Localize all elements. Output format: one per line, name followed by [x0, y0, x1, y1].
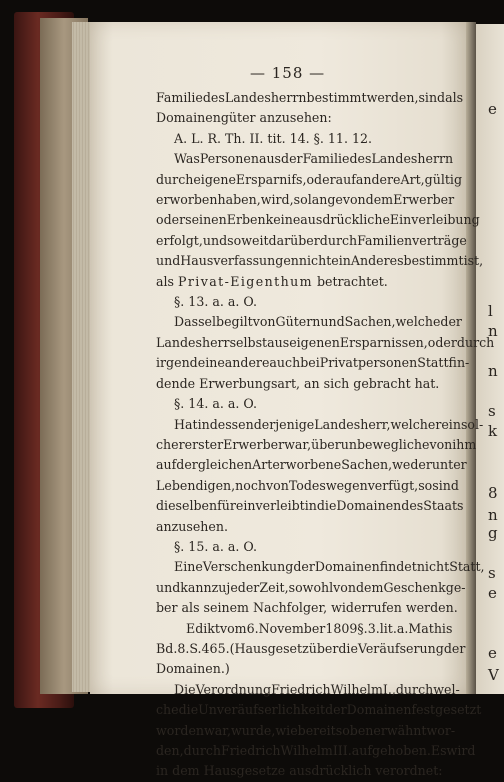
- word: festgesetzt: [411, 702, 482, 718]
- word: erwähnt: [373, 722, 427, 738]
- word: Domainen: [314, 559, 380, 575]
- text-line: Domainen.): [156, 661, 230, 677]
- word: durch: [319, 232, 358, 248]
- word: Friedrich: [221, 743, 281, 758]
- word: Familienverträge: [357, 232, 467, 248]
- word: welche: [395, 314, 441, 330]
- word: und: [202, 232, 228, 248]
- word: che: [156, 702, 179, 718]
- word: dergleichen: [176, 457, 253, 473]
- word: Art: [252, 457, 273, 473]
- word: durch: [183, 743, 221, 758]
- word: so: [418, 477, 433, 493]
- word: bereits: [297, 722, 343, 738]
- text-line: dende Erwerbungsart, an sich gebracht hat.: [156, 375, 440, 391]
- word: ausdrückliche: [300, 212, 390, 228]
- word: Unveräufserlichkeit: [198, 702, 326, 718]
- word: nicht: [298, 253, 332, 269]
- word: (Hausgesetz: [229, 640, 309, 656]
- word: noch: [235, 477, 267, 493]
- word: Dasselbe: [174, 314, 232, 330]
- word: der: [440, 314, 462, 330]
- word: wird: [446, 743, 476, 758]
- word: 6.: [246, 620, 259, 636]
- next-page-glyph: V: [488, 666, 499, 684]
- word: Mathis: [408, 620, 453, 636]
- next-page-glyph: g: [488, 524, 498, 542]
- word: wie: [275, 722, 298, 738]
- word: eigenen: [289, 334, 340, 350]
- word: bei: [300, 355, 320, 371]
- word: von: [333, 579, 356, 595]
- word: Landesherrn: [224, 90, 307, 105]
- text-line: [156, 496, 464, 516]
- word: Erwerber: [223, 436, 285, 452]
- next-page-glyph: n: [488, 322, 498, 340]
- word: a.: [396, 620, 409, 636]
- word: derjenige: [253, 416, 315, 432]
- reference-line: §. 14. a. a. O.: [174, 396, 257, 412]
- word: Hausverfassungen: [180, 253, 299, 269]
- word: vom: [219, 620, 247, 636]
- reference-line: §. 13. a. a. O.: [174, 294, 257, 310]
- word: die: [338, 640, 358, 656]
- word: Eine: [174, 559, 203, 575]
- word: so: [293, 192, 308, 208]
- word: 465.: [201, 640, 230, 656]
- spaced-term: Privat-Eigenthum: [178, 273, 313, 289]
- text-line: [156, 741, 476, 761]
- word: S.: [189, 640, 202, 656]
- word: war,: [204, 722, 231, 738]
- word: ein: [441, 416, 461, 432]
- word: gilt: [231, 314, 253, 330]
- word: wel-: [433, 681, 460, 697]
- word: irgend: [156, 355, 198, 371]
- word: Edikt: [186, 620, 220, 636]
- reference-line: §. 15. a. a. O.: [174, 538, 257, 554]
- text-line: in dem Hausgesetze ausdrücklich verordnet:: [156, 763, 443, 779]
- text-line: [156, 557, 485, 577]
- word: und: [156, 579, 181, 595]
- text-line: [156, 578, 466, 598]
- word: Statt: [417, 355, 449, 371]
- word: Sachen,: [341, 457, 393, 473]
- word: Veräufserung: [357, 640, 444, 656]
- word: lit.: [379, 620, 397, 636]
- next-page-glyph: e: [488, 584, 497, 602]
- word: ihm: [452, 436, 477, 452]
- word: eine: [197, 355, 225, 371]
- text-line: [156, 251, 484, 271]
- text-line: [156, 231, 467, 251]
- word: andere: [355, 171, 401, 187]
- word: 1809: [325, 620, 358, 636]
- word: auf: [156, 457, 177, 473]
- word: von: [429, 436, 453, 452]
- word: durch: [456, 334, 495, 350]
- page-text: [156, 88, 495, 782]
- text-line: [156, 619, 453, 639]
- word: von: [342, 192, 366, 208]
- word: den,: [156, 743, 184, 758]
- word: eigene: [193, 171, 236, 187]
- word: welcher: [390, 416, 442, 432]
- word: Todeswegen: [288, 477, 368, 493]
- word: I.,: [382, 681, 396, 697]
- word: indessen: [197, 416, 254, 432]
- word: Verschenkung: [202, 559, 294, 575]
- text-line: ber als seinem Nachfolger, widerrufen werden.: [156, 600, 458, 616]
- word: erworben: [156, 192, 218, 208]
- word: Verordnung: [195, 681, 272, 697]
- word: erster: [184, 436, 224, 452]
- word: oder: [306, 171, 336, 187]
- word: Art,: [400, 171, 425, 187]
- word: Privatpersonen: [319, 355, 418, 371]
- word: Landesherr,: [314, 416, 391, 432]
- word: bestimmt: [306, 90, 367, 105]
- word: Erben: [226, 212, 266, 228]
- word: weit: [241, 232, 269, 248]
- next-page-glyph: s: [488, 402, 496, 420]
- next-page-glyph: n: [488, 362, 498, 380]
- word: weder: [392, 457, 432, 473]
- word: über: [311, 436, 341, 452]
- word: findet: [379, 559, 417, 575]
- text-line: [156, 476, 459, 496]
- next-page-glyph: n: [488, 506, 498, 524]
- text-line: als Privat-Eigenthum betrachtet.: [156, 273, 388, 289]
- word: andere: [224, 355, 270, 371]
- reference-line: A. L. R. Th. II. tit. 14. §. 11. 12.: [174, 130, 372, 146]
- next-page-glyph: e: [488, 644, 497, 662]
- word: 3.: [367, 620, 380, 636]
- word: des: [349, 151, 372, 167]
- word: Einverleibung: [389, 212, 480, 228]
- word: Landesherr: [156, 334, 230, 350]
- word: dem: [365, 192, 394, 208]
- word: sind: [432, 477, 459, 493]
- word: wurde,: [230, 722, 276, 738]
- word: der: [325, 702, 347, 718]
- word: aufgehoben.: [351, 743, 431, 758]
- text-line: [156, 455, 467, 475]
- word: oder: [427, 334, 457, 350]
- word: nicht: [416, 559, 450, 575]
- word: Landesherrn: [371, 151, 454, 167]
- next-page-glyph: 8: [488, 484, 498, 502]
- word: gültig: [424, 171, 463, 187]
- next-page-edge: [476, 24, 504, 694]
- text-line: [156, 415, 484, 435]
- text-line: [156, 88, 464, 108]
- word: Staats: [423, 498, 464, 514]
- word: §.: [357, 620, 368, 636]
- word: auf: [335, 171, 356, 187]
- word: jeder: [226, 579, 260, 595]
- word: fin-: [448, 355, 470, 371]
- text-line: [156, 435, 477, 455]
- word: von: [252, 314, 276, 330]
- word: darüber: [268, 232, 320, 248]
- word: Lebendigen,: [156, 477, 236, 493]
- word: seinen: [185, 212, 227, 228]
- word: sind: [418, 90, 446, 105]
- word: als: [445, 90, 464, 105]
- word: Domainen: [346, 702, 412, 718]
- word: Familie: [302, 151, 350, 167]
- word: November: [258, 620, 326, 636]
- word: des: [202, 90, 225, 105]
- word: Erwerber: [393, 192, 455, 208]
- word: Wilhelm: [280, 743, 333, 758]
- word: III.: [332, 743, 352, 758]
- word: erworbene: [272, 457, 342, 473]
- word: Sachen,: [344, 314, 396, 330]
- word: Was: [174, 151, 200, 167]
- word: in: [304, 498, 317, 514]
- word: keine: [265, 212, 301, 228]
- word: wor-: [426, 722, 456, 738]
- word: selbst: [229, 334, 268, 350]
- word: durch: [395, 681, 434, 697]
- word: durch: [156, 171, 194, 187]
- word: Friedrich: [271, 681, 331, 697]
- word: oder: [156, 212, 186, 228]
- word: ist,: [463, 253, 484, 269]
- page-number: — 158 —: [250, 64, 326, 82]
- word: einverleibt: [235, 498, 305, 514]
- word: lange: [307, 192, 343, 208]
- word: bestimmt: [403, 253, 464, 269]
- word: Familie: [156, 90, 203, 105]
- word: erfolgt,: [156, 232, 203, 248]
- word: sol-: [460, 416, 484, 432]
- word: Die: [174, 681, 196, 697]
- text-line: [156, 680, 460, 700]
- word: die: [178, 702, 199, 718]
- word: haben,: [217, 192, 261, 208]
- word: und: [320, 314, 345, 330]
- word: unter: [431, 457, 467, 473]
- word: der: [281, 151, 303, 167]
- word: Domainen: [336, 498, 402, 514]
- word: aus: [267, 334, 290, 350]
- word: Personen: [199, 151, 259, 167]
- text-line: [156, 210, 480, 230]
- word: so: [227, 232, 242, 248]
- text-line: [156, 170, 463, 190]
- word: dieselben: [156, 498, 218, 514]
- word: Anderes: [350, 253, 404, 269]
- text-line: [156, 700, 482, 720]
- text-line: [156, 312, 462, 332]
- word: zu: [211, 579, 227, 595]
- word: sowohl: [288, 579, 334, 595]
- word: unbewegliche: [340, 436, 430, 452]
- word: des: [401, 498, 424, 514]
- word: über: [308, 640, 339, 656]
- word: auch: [269, 355, 301, 371]
- text-line: [156, 149, 454, 169]
- word: war,: [284, 436, 312, 452]
- word: für: [217, 498, 236, 514]
- word: Es: [430, 743, 447, 758]
- word: Bd.: [156, 640, 178, 656]
- text-line: [156, 333, 495, 353]
- text-line: [156, 353, 470, 373]
- word: Statt,: [449, 559, 485, 575]
- word: die: [316, 498, 337, 514]
- word: dem: [355, 579, 384, 595]
- word: Gütern: [275, 314, 321, 330]
- text-line: anzusehen.: [156, 518, 228, 534]
- word: wird,: [260, 192, 294, 208]
- next-page-glyph: e: [488, 100, 497, 118]
- word: Ersparnifs,: [235, 171, 307, 187]
- next-page-glyph: k: [488, 422, 498, 440]
- next-page-glyph: s: [488, 564, 496, 582]
- word: oben: [342, 722, 374, 738]
- word: Ersparnissen,: [339, 334, 428, 350]
- text-line: [156, 190, 455, 210]
- word: verfügt,: [367, 477, 419, 493]
- word: werden,: [366, 90, 419, 105]
- word: Hat: [174, 416, 198, 432]
- word: von: [266, 477, 289, 493]
- text-line: Domainengüter anzusehen:: [156, 110, 332, 126]
- text-line: [156, 721, 456, 741]
- word: Zeit,: [259, 579, 289, 595]
- word: kann: [180, 579, 212, 595]
- word: und: [156, 253, 181, 269]
- text-line: [156, 639, 466, 659]
- word: 8.: [177, 640, 190, 656]
- next-page-glyph: l: [488, 302, 493, 320]
- word: worden: [156, 722, 205, 738]
- word: Geschenkge-: [383, 579, 466, 595]
- word: aus: [258, 151, 282, 167]
- word: cher: [156, 436, 185, 452]
- word: der: [293, 559, 315, 575]
- word: Wilhelm: [330, 681, 383, 697]
- word: ein: [331, 253, 351, 269]
- word: der: [443, 640, 466, 656]
